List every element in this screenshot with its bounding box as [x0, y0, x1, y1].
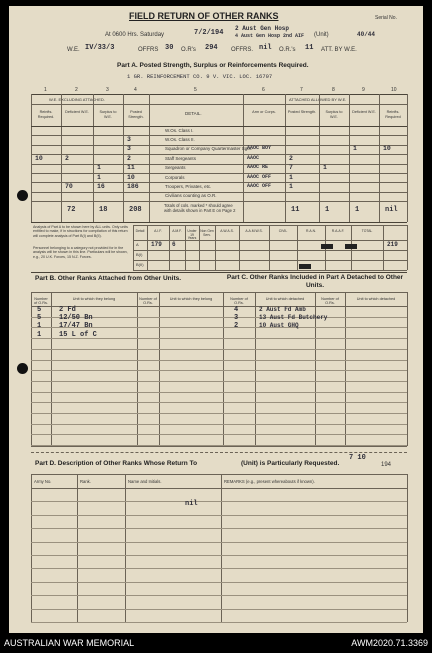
row-detail: W.Os. Class II. — [165, 136, 195, 142]
analysis-note: Analysis of Part A to be shown here by ALL units. Only units entitled to make, if in structions for compilation of this return will complete analysis of Part B(I) and B(II). — [33, 225, 128, 238]
column-number: 2 — [75, 87, 78, 93]
row-cell: 2 — [65, 154, 69, 162]
unit-label: (Unit) — [314, 32, 329, 38]
row-cell: AAOC OFF — [247, 173, 272, 180]
analysis-header: CIVIL — [278, 229, 288, 233]
analysis-row-label: A — [136, 242, 139, 247]
att-label: ATT. BY W.E. — [321, 47, 357, 53]
column-number: 6 — [262, 87, 265, 93]
part-c-num: 3 — [234, 314, 239, 323]
analysis-row-label: B(II) — [136, 262, 144, 267]
row-cell: 2 — [127, 154, 131, 162]
part-a-header-rule — [31, 126, 407, 127]
left-header: Surplus to W.E. — [99, 110, 117, 119]
row-cell: 16 — [97, 182, 105, 190]
part-c-num: 4 — [234, 306, 239, 314]
totals-cell: 1 — [355, 206, 360, 214]
analysis-header: TOTAL — [361, 229, 373, 233]
part-b-num: 1 — [37, 322, 42, 331]
form-title: FIELD RETURN OF OTHER RANKS — [129, 11, 279, 21]
right-header: Arm or Corps. — [252, 110, 276, 114]
row-detail: Sergeants — [165, 165, 186, 171]
left-header: Deficient W.E. — [65, 110, 89, 114]
column-number: 9 — [362, 87, 365, 93]
part-b-unit: 15 L of C — [59, 330, 97, 339]
totals-cell: 18 — [99, 206, 108, 214]
row-detail: Troopers, Privates, etc. — [165, 183, 212, 189]
part-d-header: Rank. — [80, 479, 91, 484]
row-detail: Civilians counting as O.R. — [165, 193, 217, 199]
offrs2-label: OFFRS. — [231, 47, 253, 53]
part-b-header: Unit to which they belong — [72, 297, 116, 301]
form-sheet — [9, 6, 423, 633]
left-group-label: W.E. EXCLUDING ATTACHED. — [49, 97, 105, 102]
part-c-num: 2 — [234, 322, 239, 331]
analysis-a-aif: 179 — [151, 241, 162, 248]
part-d-header: Name and Initials. — [128, 479, 162, 484]
right-header: Deficient W.E. — [352, 110, 376, 114]
analysis-header: A.M.F. — [172, 229, 182, 233]
ors2-label: O.R.'s — [279, 47, 296, 53]
detail-header: DETAIL. — [185, 111, 202, 116]
row-cell: 1 — [323, 164, 327, 172]
part-a-title: Part A. Posted Strength, Surplus or Reinforcements Required. — [117, 62, 309, 69]
part-b-unit: 2 Fd — [59, 306, 76, 314]
punch-hole-top — [17, 190, 28, 201]
part-b-header: Unit to which they belong — [169, 297, 213, 301]
row-cell: 1 — [353, 145, 357, 153]
footer-right: AWM2020.71.3369 — [351, 638, 428, 648]
totals-cell: 72 — [67, 206, 76, 214]
part-b-unit: 17/47 Bn — [59, 322, 93, 331]
part-b-title: Part B. Other Ranks Attached from Other Units. — [35, 275, 182, 282]
right-header: Surplus to W.E. — [325, 110, 343, 119]
part-d-title: Part D. Description of Other Ranks Whose Return To — [35, 460, 198, 467]
row-cell: 1 — [289, 173, 293, 181]
part-a-stamp: 1 GR. REINFORCEMENT CO. 9 V. VIC. LOC. 16707 — [127, 73, 273, 80]
column-number: 8 — [332, 87, 335, 93]
totals-cell: 11 — [291, 206, 300, 214]
left-header: Reinfts. Required. — [37, 110, 55, 119]
right-header: Posted Strength. — [287, 110, 317, 114]
date-value: 7/2/194 — [194, 29, 224, 37]
part-d-header: Army No. — [34, 479, 52, 484]
row-cell: 1 — [289, 182, 293, 190]
unit-value: 2 Aust Gen Hosp — [235, 25, 290, 32]
part-d-date: 7 10 — [349, 454, 366, 462]
row-detail: Corporals — [165, 174, 185, 180]
footer-bar — [0, 633, 432, 653]
row-detail: Squadron or Company Quartermaster Sgts. — [165, 146, 253, 152]
row-cell: 2 — [289, 154, 293, 162]
row-cell: AAOC — [247, 154, 260, 161]
part-b-num: 5 — [37, 314, 42, 323]
part-c-title: Part C. Other Ranks Included in Part A Detached to Other Units. — [226, 274, 404, 290]
punch-hole-bottom — [17, 363, 28, 374]
analysis-header: Detail — [135, 229, 145, 233]
row-cell: 7 — [289, 164, 293, 172]
right-header: Reinfts. Required — [385, 110, 401, 119]
row-cell: 3 — [127, 135, 131, 143]
analysis-header: Non Gen Serv. — [200, 229, 214, 237]
row-cell: 10 — [127, 173, 135, 181]
ors-label: O.R's — [181, 47, 196, 53]
row-cell: AAOC RE — [247, 164, 269, 171]
analysis-header: Under 19 Years — [187, 229, 197, 241]
column-number: 4 — [134, 87, 137, 93]
column-number: 10 — [391, 87, 397, 93]
left-header: Posted Strength. — [128, 110, 144, 119]
row-cell: 1 — [97, 173, 101, 181]
ors-value: 294 — [205, 44, 218, 52]
part-d-header: REMARKS (e.g., present whereabouts if known). — [224, 479, 315, 484]
row-cell: 10 — [35, 154, 43, 162]
part-c-header: Number of O.Rs. — [321, 297, 339, 306]
part-c-header: Number of O.Rs. — [230, 297, 248, 306]
row-cell: 3 — [127, 145, 131, 153]
analysis-header: R.A.A.F. — [331, 229, 345, 233]
analysis-header: A.I.F. — [154, 229, 162, 233]
part-b-num: 1 — [37, 330, 42, 339]
part-c-unit: 2 Aust Fd Amb — [259, 306, 306, 313]
column-number: 5 — [194, 87, 197, 93]
serial-value: 40/44 — [357, 31, 376, 38]
footer-left: AUSTRALIAN WAR MEMORIAL — [4, 638, 135, 648]
part-c-unit: 10 Aust GHQ — [259, 322, 299, 330]
part-b-header: Number of O.Rs. — [34, 297, 48, 306]
part-c-unit: 13 Aust Fd Butchery — [259, 314, 328, 322]
part-c-header: Unit to which detached — [265, 297, 305, 301]
part-a-top-rule — [31, 94, 407, 95]
totals-cell: 1 — [325, 206, 330, 214]
column-number: 3 — [106, 87, 109, 93]
analysis-header: A.W.A.S. — [220, 229, 234, 233]
row-cell: AAOC BOY — [247, 145, 272, 152]
analysis-a-total: 219 — [387, 241, 398, 248]
row-cell: 10 — [383, 145, 391, 153]
column-number: 7 — [300, 87, 303, 93]
offrs2-value: nil — [259, 44, 272, 52]
we-label: W.E. — [67, 47, 80, 53]
analysis-header: R.A.N. — [306, 229, 316, 233]
part-d-title-2: (Unit) is Particularly Requested. — [241, 460, 340, 467]
part-b-header: Number of O.Rs. — [139, 297, 157, 306]
serial-label: Serial No. — [375, 15, 397, 21]
column-number: 1 — [44, 87, 47, 93]
offrs-label: OFFRS — [138, 47, 159, 53]
part-b-unit: 12/50 Bn — [59, 314, 93, 323]
analysis-header: A.A.M.W.S. — [245, 229, 263, 233]
right-group-label: ATTACHED ALLOWED BY W.E. — [289, 97, 347, 102]
at-label: At 0600 Hrs. Saturday — [105, 32, 165, 38]
row-cell: AAOC OFF — [247, 182, 272, 189]
row-cell: 1 — [97, 164, 101, 172]
analysis-a-amf: 6 — [172, 241, 176, 248]
row-cell: 186 — [127, 182, 139, 190]
totals-cell: nil — [385, 206, 398, 214]
row-cell: 11 — [127, 164, 135, 172]
part-c-header: Unit to which detached — [356, 297, 396, 301]
part-d-year: 194 — [381, 462, 392, 468]
row-detail: Staff Sergeants — [165, 155, 196, 161]
part-b-num: 5 — [37, 306, 42, 314]
totals-label: Totals of cols. marked * should agree with details shown in Part E on Page 2 — [164, 203, 236, 213]
row-detail: W.Os. Class I. — [165, 127, 194, 133]
we-value: IV/33/3 — [85, 44, 115, 52]
ors2-value: 11 — [305, 44, 314, 52]
offrs-value: 30 — [165, 44, 174, 52]
unit-value-2: 4 Aust Gen Hosp 2nd AIF — [235, 33, 305, 39]
analysis-row-label: B(I) — [136, 252, 143, 257]
part-d-value: nil — [185, 500, 198, 508]
row-cell: 70 — [65, 182, 73, 190]
totals-cell: 208 — [129, 206, 142, 214]
personnel-note: Personnel belonging to a category not provided for in the analysis will be shown in this line. Particulars will be shown, e.g., 20 U.K. Forces, 15 N.Z. Forces. — [33, 246, 128, 259]
